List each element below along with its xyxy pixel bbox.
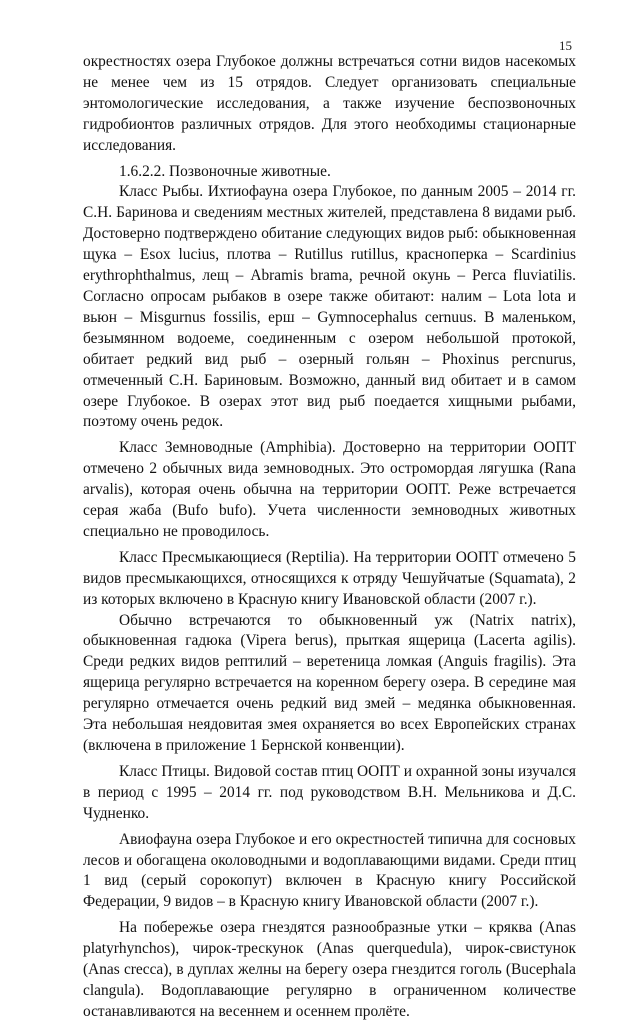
paragraph-ducks: На побережье озера гнездятся разнообразные утки – кряква (Anas platyrhynchos), чирок-трескунок (Anas querquedula), чирок-свистунок (Anas crecca), в дуплах желны на берегу озера гнездится гоголь (Bucephala clangula). Водоплавающие регулярно в ограниченном количестве останавливаются на весеннем и осеннем пролёте.	[83, 919, 576, 1020]
paragraph-insects-continued: окрестностях озера Глубокое должны встречаться сотни видов насекомых не менее чем из 15 отрядов. Следует организовать специальные энтомологические исследования, а также изучение беспозвоночных гидробионтов различных отрядов. Для этого необходимы стационарные исследования.	[83, 53, 576, 154]
paragraph-amphibians: Класс Земноводные (Amphibia). Достоверно на территории ООПТ отмечено 2 обычных вида земноводных. Это остромордая лягушка (Rana arvalis), которая очень обычна на территории ООПТ. Реже встречается серая жаба (Bufo bufo). Учета численности земноводных животных специально не проводилось.	[83, 439, 576, 540]
paragraph-reptiles-intro: Класс Пресмыкающиеся (Reptilia). На территории ООПТ отмечено 5 видов пресмыкающихся, относящихся к отряду Чешуйчатые (Squamata), 2 из которых включено в Красную книгу Ивановской области (2007 г.).	[83, 548, 576, 608]
paragraph-reptiles-species: Обычно встречаются то обыкновенный уж (Natrix natrix), обыкновенная гадюка (Vipera berus), прыткая ящерица (Lacerta agilis). Среди редких видов рептилий – веретеница ломкая (Anguis fragilis). Эта ящерица регулярно встречается на коренном берегу озера. В середине мая регулярно отмечается очень редкий вид змей – медянка обыкновенная. Эта небольшая неядовитая змея охраняется во всех Европейских странах (включена в приложение 1 Бернской конвенции).	[83, 611, 576, 754]
paragraph-birds-study: Класс Птицы. Видовой состав птиц ООПТ и охранной зоны изучался в период с 1995 – 2014 гг. под руководством В.Н. Мельникова и Д.С. Чудненко.	[83, 762, 576, 822]
paragraph-avifauna: Авиофауна озера Глубокое и его окрестностей типична для сосновых лесов и обогащена околоводными и водоплавающими видами. Среди птиц 1 вид (серый сорокопут) включен в Красную книгу Российской Федерации, 9 видов – в Красную книгу Ивановской области (2007 г.).	[83, 830, 576, 911]
section-heading-vertebrates: 1.6.2.2. Позвоночные животные.	[119, 162, 331, 180]
page-number: 15	[559, 38, 572, 53]
body-text	[83, 52, 576, 1028]
paragraph-fish: Класс Рыбы. Ихтиофауна озера Глубокое, по данным 2005 – 2014 гг. С.Н. Баринова и сведениям местных жителей, представлена 8 видами рыб. Достоверно подтверждено обитание следующих видов рыб: обыкновенная щука – Esox lucius, плотва – Rutillus rutillus, красноперка – Scardinius erythrophthalmus, лещ – Abramis brama, речной окунь – Perca fluviatilis. Согласно опросам рыбаков в озере также обитают: налим – Lota lota и вьюн – Misgurnus fossilis, ерш – Gymnocephalus cernuus. В маленьком, безымянном водоеме, соединенным с озером небольшой протокой, обитает редкий вид рыб – озерный гольян – Phoxinus percnurus, отмеченный С.Н. Бариновым. Возможно, данный вид обитает и в самом озере Глубокое. В озерах этот вид рыб поедается хищными рыбами, поэтому очень редок.	[83, 183, 576, 431]
